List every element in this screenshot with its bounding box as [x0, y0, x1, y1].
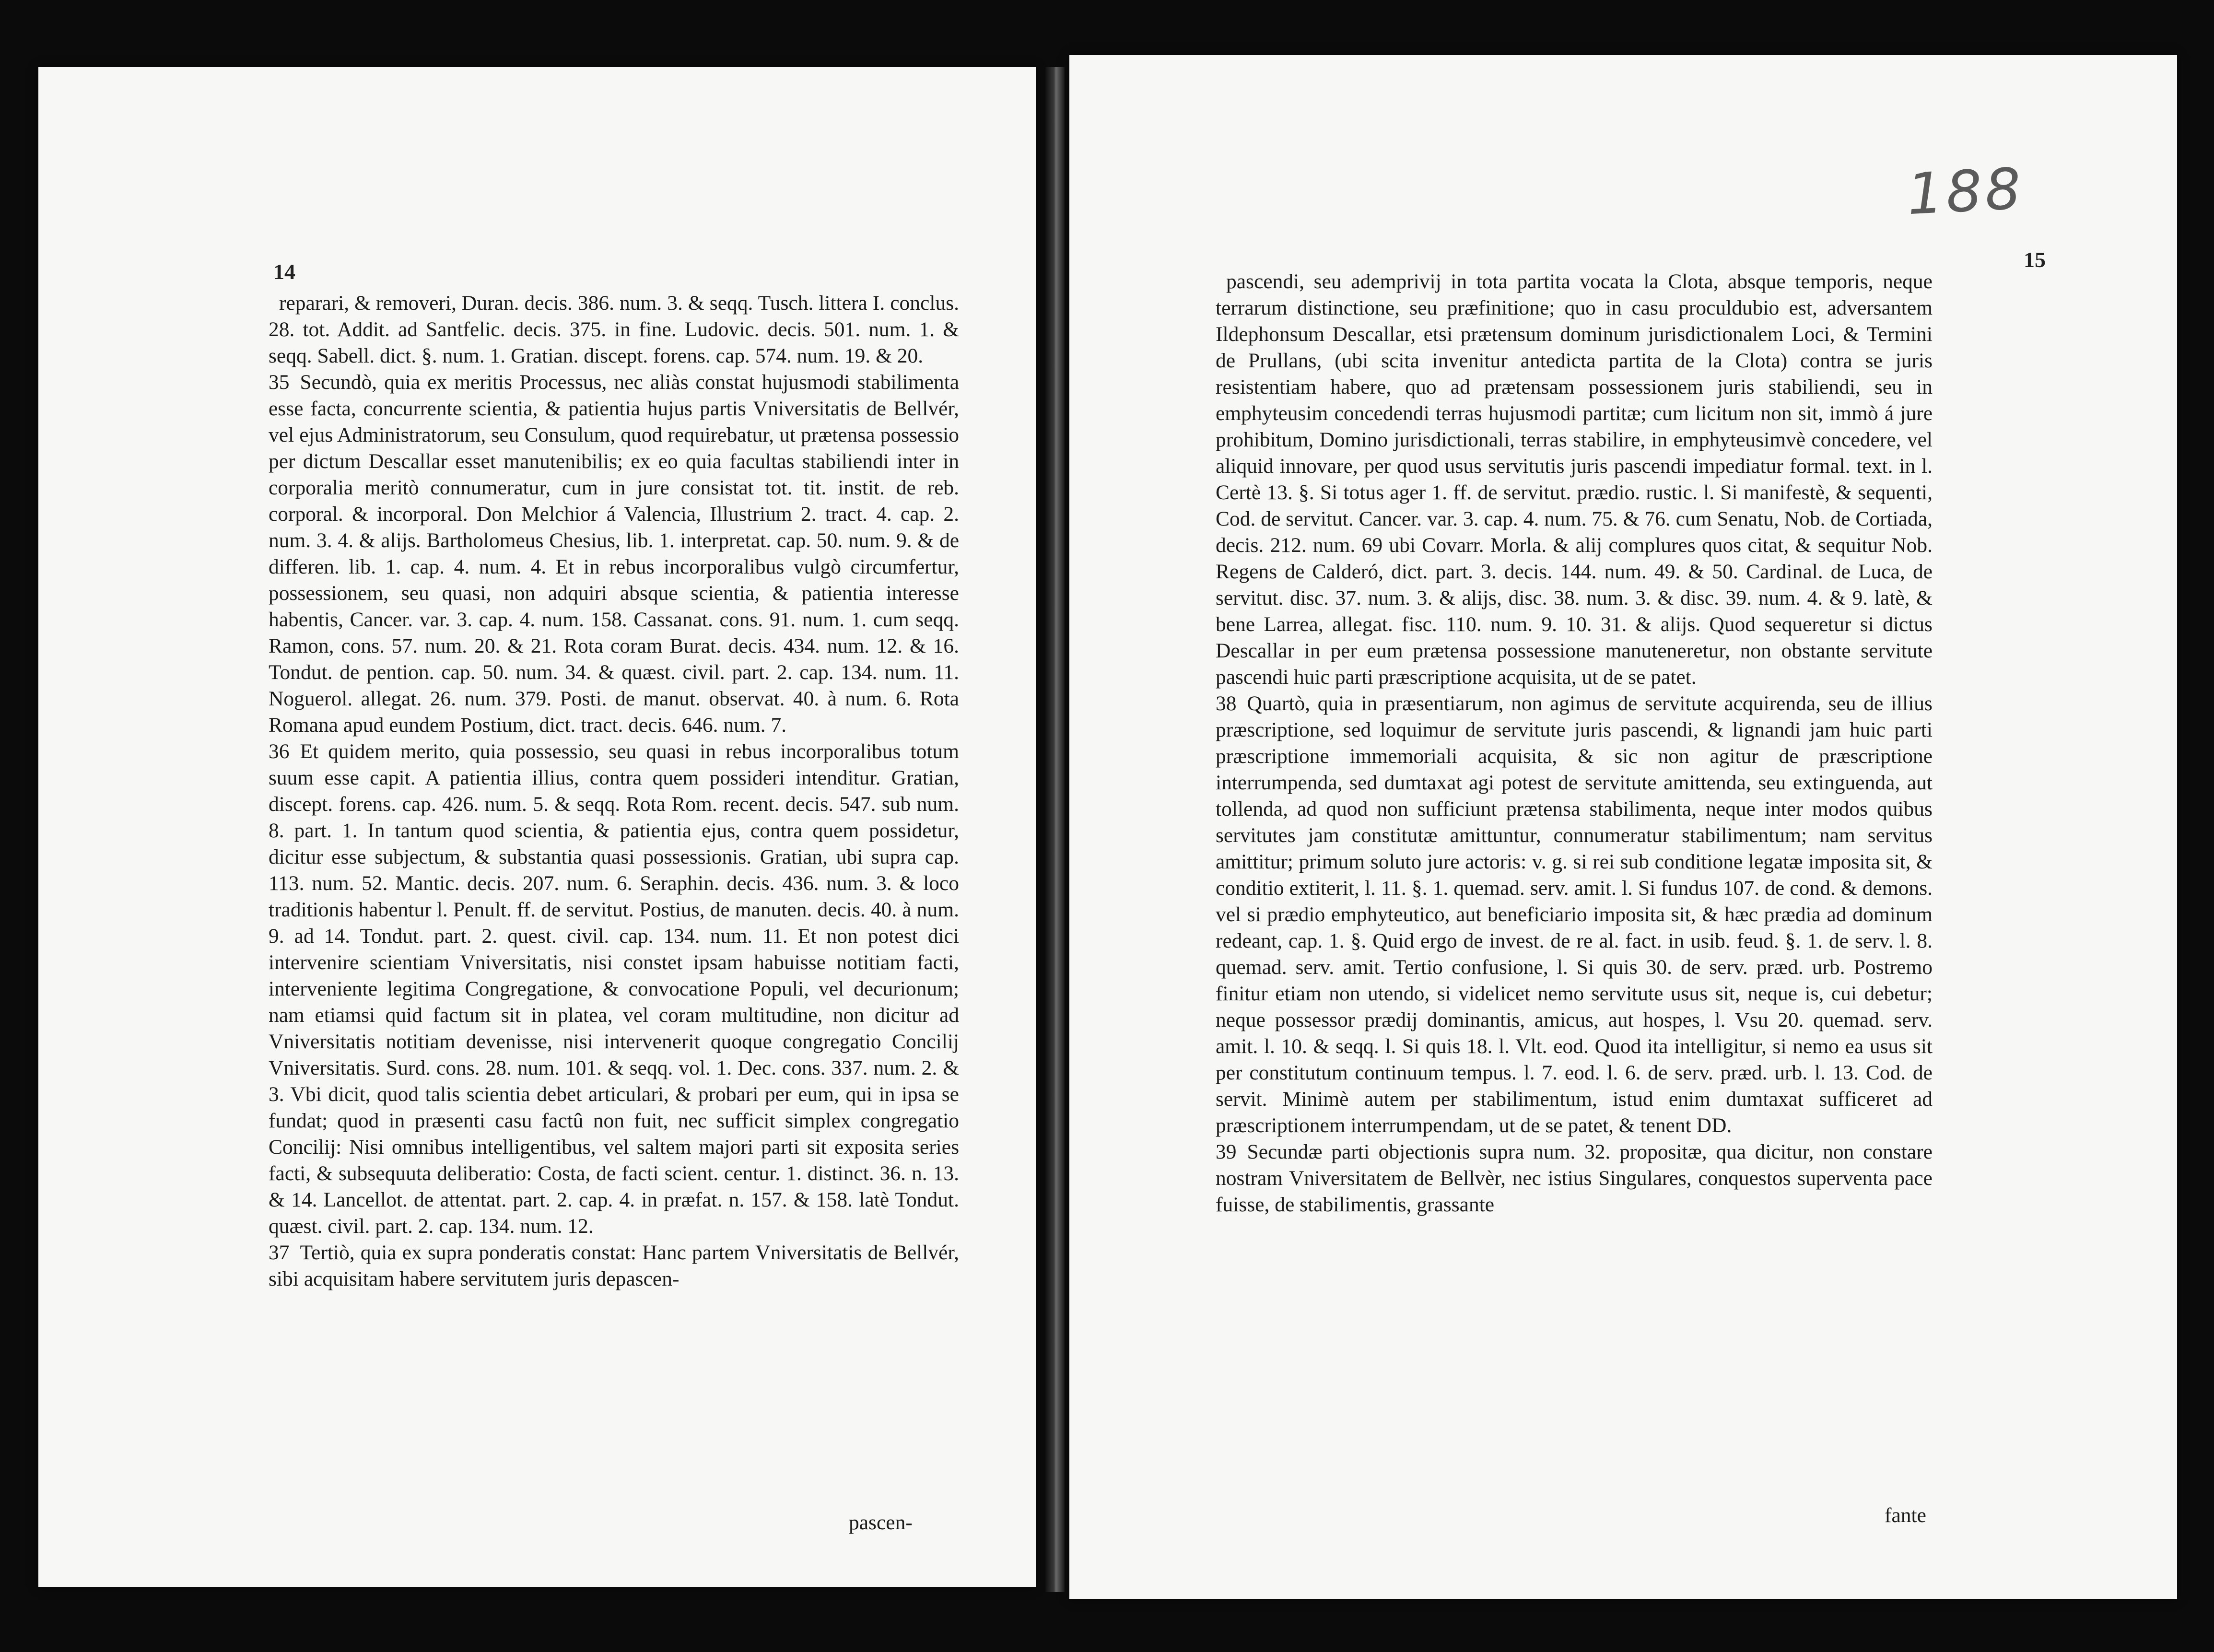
paragraph [1216, 269, 1933, 691]
left-page-text [269, 290, 959, 1292]
book-gutter [1045, 67, 1065, 1592]
paragraph [269, 738, 959, 1240]
paragraph-number: 39 [1216, 1140, 1237, 1163]
right-page [1069, 55, 2177, 1599]
paragraph-text: Quartò, quia in præsentiarum, non agimus de servitute acquirenda, seu de illius præscriptione, sed loquimur de servitute juris pascendi, & lignandi jam huic parti præscriptione immemoriali acquisita, & sic non agitur de præscriptione interrumpenda, sed dumtaxat agi potest de servitute amittenda, seu extinguenda, aut tollenda, ad quod non sufficiunt prætensa stabilimenta, neque inter modos quibus servitutes jam constitutæ amittuntur, connumeratur stabilimentum; nam servitus amittitur; primum soluto jure actoris: v. g. si rei sub conditione legatæ imposita sit, & conditio extiterit, l. 11. §. 1. quemad. serv. amit. l. Si fundus 107. de cond. & demons. vel si prædio emphyteutico, aut beneficiario imposita sit, & hæc prædia ad dominum redeant, cap. 1. §. Quid ergo de invest. de re al. fact. in usib. feud. §. 1. de serv. l. 8. quemad. serv. amit. Tertio confusione, l. Si quis 30. de serv. præd. urb. Postremo finitur etiam non utendo, si videlicet nemo servitute usus sit, neque is, cui debetur; neque possessor prædij dominantis, amicus, aut hospes, l. Vsu 20. quemad. serv. amit. l. 10. & seqq. l. Si quis 18. l. Vlt. eod. Quod ita intelligitur, si nemo ea usus sit per constitutum continuum tempus. l. 7. eod. l. 6. de serv. præd. urb. l. 13. Cod. de servit. Minimè autem per stabilimentum, istud enim dumtaxat sufficeret ad præscriptionem interrumpendam, ut de se patet, & tenent DD. [1216, 692, 1933, 1137]
paragraph-text: pascendi, seu ademprivij in tota partita vocata la Clota, absque temporis, neque terrarum distinctione, seu præfinitione; quo in casu proculdubio est, adversantem Ildephonsum Descallar, etsi prætensum dominum jurisdictionalem Loci, & Termini de Prullans, (ubi scita invenitur antedicta partita de la Clota) contra se juris resistentiam habere, quo ad prætensam possessionem juris stabiliendi, seu in emphyteusim concedendi terras hujusmodi partitæ; cum licitum non sit, immò á jure prohibitum, Domino jurisdictionali, terras stabilire, in emphyteusimvè concedere, vel aliquid innovare, per quod usus servitutis juris pascendi impediatur formal. text. in l. Certè 13. §. Si totus ager 1. ff. de servitut. prædio. rustic. l. Si manifestè, & sequenti, Cod. de servitut. Cancer. var. 3. cap. 4. num. 75. & 76. cum Senatu, Nob. de Cortiada, decis. 212. num. 69 ubi Covarr. Morla. & alij complures quos citat, & sequitur Nob. Regens de Calderó, dict. part. 3. decis. 144. num. 49. & 50. Cardinal. de Luca, de servitut. disc. 37. num. 3. & alijs, disc. 38. num. 3. & disc. 39. num. 4. & 9. latè, & bene Larrea, allegat. fisc. 110. num. 9. 10. 31. & alijs. Quod sequeretur si dictus Descallar in per eum prætensa possessione manuteneretur, non obstante servitute pascendi huic parti præscriptione acquisita, ut de se patet. [1216, 270, 1933, 689]
catchword: fante [1885, 1504, 1926, 1527]
left-page [38, 67, 1036, 1587]
paragraph-text: Tertiò, quia ex supra ponderatis constat: Hanc partem Vniversitatis de Bellvér, sibi acquisitam habere servitutem juris depascen- [269, 1241, 959, 1290]
paragraph [269, 1240, 959, 1292]
right-page-text [1216, 269, 1933, 1218]
paragraph-number: 35 [269, 371, 290, 394]
right-page-number: 15 [2024, 247, 2046, 272]
paragraph-text: Secundò, quia ex meritis Processus, nec aliàs constat hujusmodi stabilimenta esse facta, concurrente scientia, & patientia hujus partis Vniversitatis de Bellvér, vel ejus Administratorum, seu Consulum, quod requirebatur, ut prætensa possessio per dictum Descallar esset manutenibilis; ex eo quia facultas stabiliendi inter in corporalia meritò connumeratur, cum in jure consistat tot. tit. instit. de reb. corporal. & incorporal. Don Melchior á Valencia, Illustrium 2. tract. 4. cap. 2. num. 3. 4. & alijs. Bartholomeus Chesius, lib. 1. interpretat. cap. 50. num. 9. & de differen. lib. 1. cap. 4. num. 4. Et in rebus incorporalibus vulgò circumfertur, possessionem, seu quasi, non adquiri absque scientia, & patientia interesse habentis, Cancer. var. 3. cap. 4. num. 158. Cassanat. cons. 91. num. 1. cum seqq. Ramon, cons. 57. num. 20. & 21. Rota coram Burat. decis. 434. num. 12. & 16. Tondut. de pention. cap. 50. num. 34. & quæst. civil. part. 2. cap. 134. num. 11. Noguerol. allegat. 26. num. 379. Posti. de manut. observat. 40. à num. 6. Rota Romana apud eundem Postium, dict. tract. decis. 646. num. 7. [269, 371, 959, 737]
paragraph-text: Secundæ parti objectionis supra num. 32. propositæ, qua dicitur, non constare nostram Vniversitatem de Bellvèr, nec istius Singulares, conquestos superventa pace fuisse, de stabilimentis, grassante [1216, 1140, 1933, 1216]
paragraph [269, 290, 959, 369]
paragraph-text: Et quidem merito, quia possessio, seu quasi in rebus incorporalibus totum suum esse capit. A patientia illius, contra quem possideri intenditur. Gratian, discept. forens. cap. 426. num. 5. & seqq. Rota Rom. recent. decis. 547. sub num. 8. part. 1. In tantum quod scientia, & patientia ejus, contra quem possidetur, dicitur esse subjectum, & substantia quasi possessionis. Gratian, ubi supra cap. 113. num. 52. Mantic. decis. 207. num. 6. Seraphin. decis. 436. num. 3. & loco traditionis habentur l. Penult. ff. de servitut. Postius, de manuten. decis. 40. à num. 9. ad 14. Tondut. part. 2. quest. civil. cap. 134. num. 11. Et non potest dici intervenire scientiam Vniversitatis, nisi constet ipsam habuisse notitiam facti, interveniente legitima Congregatione, & convocatione Populi, vel decurionum; nam etiamsi quid factum sit in platea, vel coram multitudine, non dicitur ad Vniversitatis notitiam devenisse, nisi intervenerit quoque congregatio Concilij Vniversitatis. Surd. cons. 28. num. 101. & seqq. vol. 1. Dec. cons. 337. num. 2. & 3. Vbi dicit, quod talis scientia debet articulari, & probari per eum, qui in ipsa se fundat; quod in præsenti casu factû non fuit, nec sufficit simplex congregatio Concilij: Nisi omnibus intelligentibus, vel saltem majori parti sit exposita series facti, & subsequuta deliberatio: Costa, de facti scient. centur. 1. distinct. 36. n. 13. & 14. Lancellot. de attentat. part. 2. cap. 4. in præfat. n. 157. & 158. latè Tondut. quæst. civil. part. 2. cap. 134. num. 12. [269, 740, 959, 1238]
catchword: pascen- [849, 1511, 913, 1534]
handwritten-folio-number: 188 [1905, 155, 2026, 228]
paragraph-number: 36 [269, 740, 290, 763]
paragraph-text: reparari, & removeri, Duran. decis. 386. num. 3. & seqq. Tusch. littera I. conclus. 28. tot. Addit. ad Santfelic. decis. 375. in fine. Ludovic. decis. 501. num. 1. & seqq. Sabell. dict. §. num. 1. Gratian. discept. forens. cap. 574. num. 19. & 20. [269, 292, 959, 367]
paragraph-number: 38 [1216, 692, 1237, 715]
paragraph [269, 369, 959, 738]
paragraph [1216, 1139, 1933, 1218]
paragraph [1216, 691, 1933, 1139]
paragraph-number: 37 [269, 1241, 290, 1264]
left-page-number: 14 [273, 259, 295, 284]
